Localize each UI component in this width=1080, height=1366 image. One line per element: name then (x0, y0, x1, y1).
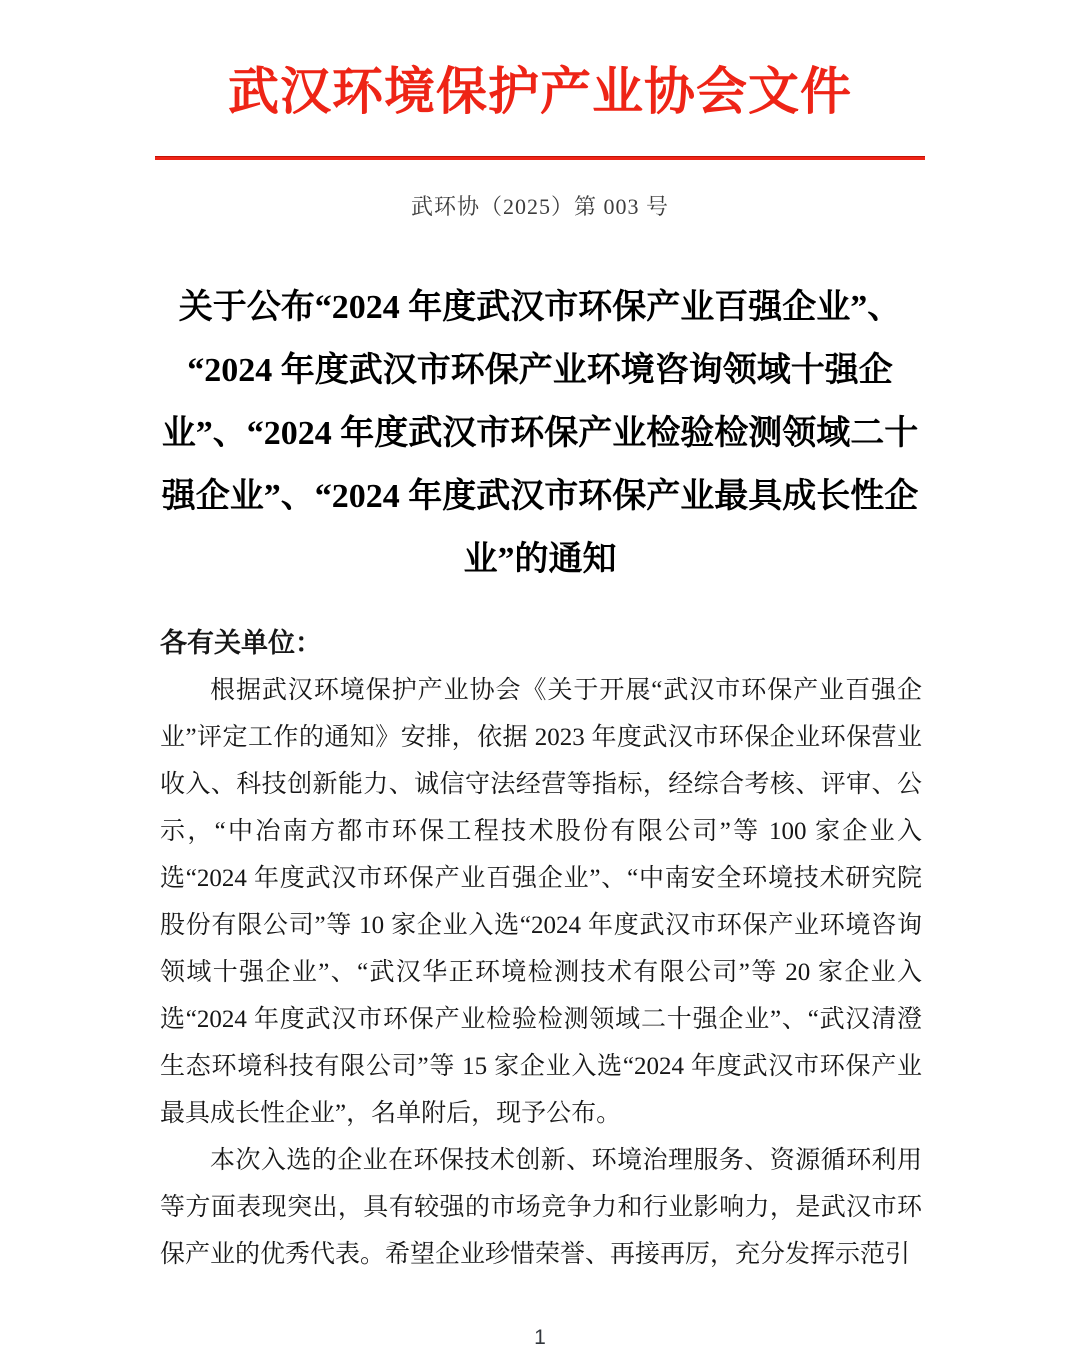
notice-title-line: 关于公布“2024 年度武汉市环保产业百强企业”、 (178, 289, 902, 326)
notice-title (90, 276, 990, 591)
salutation: 各有关单位： (160, 628, 322, 658)
notice-title-line: 业”的通知 (463, 541, 617, 578)
document-body (160, 620, 922, 1278)
association-header-title: 武汉环境保护产业协会文件 (227, 63, 852, 120)
page-number: 1 (534, 1326, 546, 1349)
body-paragraph: 本次入选的企业在环保技术创新、环境治理服务、资源循环利用等方面表现突出，具有较强的市场竞争力和行业影响力，是武汉市环保产业的优秀代表。希望企业珍惜荣誉、再接再厉，充分发挥示范引 (160, 1147, 922, 1268)
notice-title-line: “2024 年度武汉市环保产业环境咨询领域十强企 (187, 352, 893, 389)
red-divider-line (155, 156, 925, 160)
notice-title-line: 业”、“2024 年度武汉市环保产业检验检测领域二十 (161, 415, 919, 452)
body-paragraph: 根据武汉环境保护产业协会《关于开展“武汉市环保产业百强企业”评定工作的通知》安排，依据 2023 年度武汉市环保企业环保营业收入、科技创新能力、诚信守法经营等指标，经综合考核、评审、公示，“中冶南方都市环保工程技术股份有限公司”等 100 家企业入选“2024 年度武汉市环保产业百强企业”、“中南安全环境技术研究院股份有限公司”等 10 家企业入选“2024 年度武汉市环保产业环境咨询领域十强企业”、“武汉华正环境检测技术有限公司”等 20 家企业入选“2024 年度武汉市环保产业检验检测领域二十强企业”、“武汉清澄生态环境科技有限公司”等 15 家企业入选“2024 年度武汉市环保产业最具成长性企业”，名单附后，现予公布。 (160, 677, 922, 1127)
notice-title-line: 强企业”、“2024 年度武汉市环保产业最具成长性企 (161, 478, 919, 515)
document-number: 武环协（2025）第 003 号 (410, 194, 669, 219)
